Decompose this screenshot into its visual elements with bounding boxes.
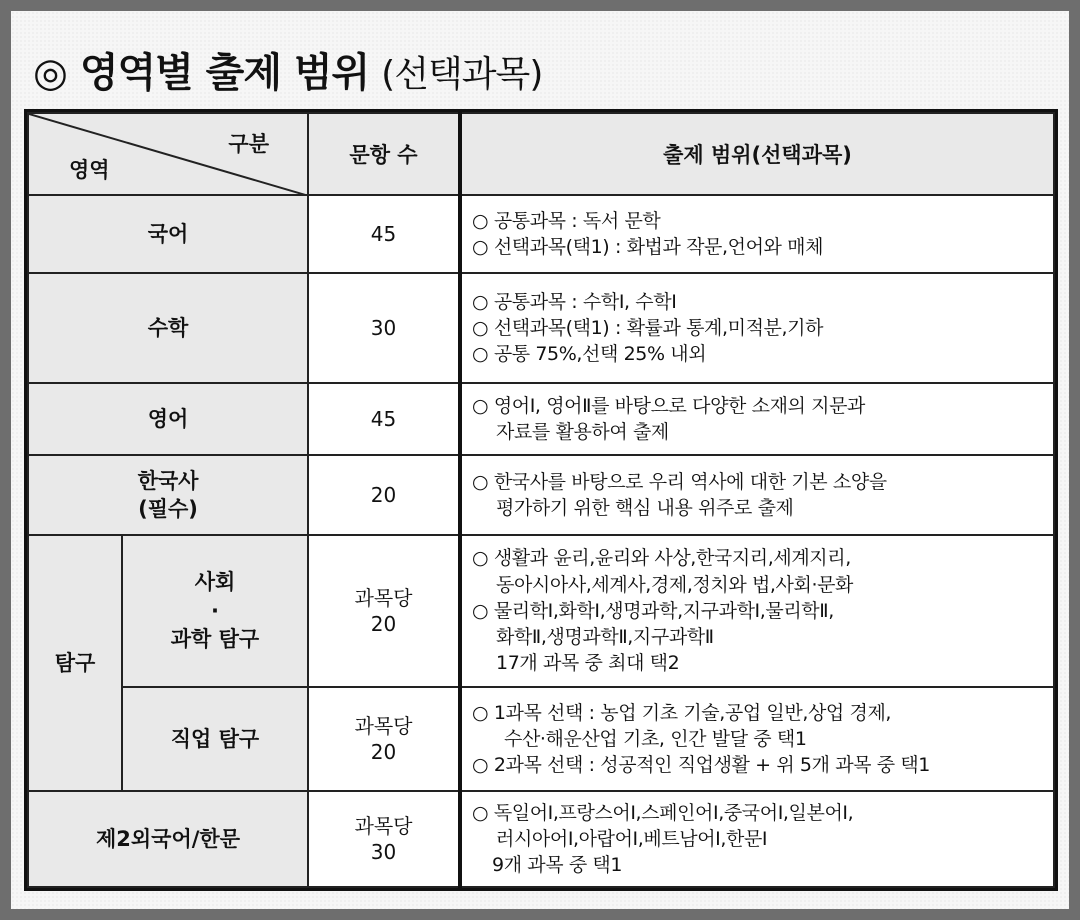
area-social-label: 사회 [194,570,236,595]
area-korean-history [28,455,308,535]
area-science-label: 과학 탐구 [170,627,260,652]
count-vocational [308,687,460,791]
header-range: 출제 범위(선택과목) [460,113,1054,195]
range-line: 동아시아사,세계사,경제,정치와 법,사회·문화 [496,573,854,596]
header-category-label: 구분 [228,132,269,156]
area-inquiry: 탐구 [28,535,122,791]
range-line: 평가하기 위한 핵심 내용 위주로 출제 [496,497,794,519]
area-english: 영어 [28,383,308,455]
range-line: 수산·해운산업 기초, 인간 발달 중 택1 [504,727,807,750]
exam-range-table [27,112,1055,888]
range-line: 러시아어Ⅰ,아랍어Ⅰ,베트남어Ⅰ,한문Ⅰ [496,827,768,850]
range-second-foreign-language [460,791,1054,887]
range-line: 자료를 활용하여 출제 [496,421,669,443]
table-row [28,535,1054,687]
range-line: ○ 공통과목 : 독서 문학 [472,209,661,232]
count-math: 30 [308,273,460,383]
range-korean-history [460,455,1054,535]
area-korean: 국어 [28,195,308,273]
page-title [33,41,542,98]
range-line: ○ 영어Ⅰ, 영어Ⅱ를 바탕으로 다양한 소재의 지문과 [472,394,865,417]
area-dot-separator: · [211,598,219,623]
area-korean-history-label: 한국사 [137,468,199,493]
table-row [28,791,1054,887]
count-social-science [308,535,460,687]
count-korean: 45 [308,195,460,273]
range-line: ○ 선택과목(택1) : 확률과 통계,미적분,기하 [472,316,824,339]
range-line: ○ 독일어Ⅰ,프랑스어Ⅰ,스페인어Ⅰ,중국어Ⅰ,일본어Ⅰ, [472,801,854,824]
table-row [28,687,1054,791]
range-math [460,273,1054,383]
area-second-foreign-language: 제2외국어/한문 [28,791,308,887]
range-line: ○ 물리학Ⅰ,화학Ⅰ,생명과학,지구과학Ⅰ,물리학Ⅱ, [472,599,834,622]
range-line: ○ 생활과 윤리,윤리와 사상,한국지리,세계지리, [472,547,851,570]
header-area-label: 영역 [69,158,110,182]
range-english [460,383,1054,455]
count-english: 45 [308,383,460,455]
area-korean-history-note: (필수) [138,497,198,521]
range-line: ○ 공통 75%,선택 25% 내외 [472,343,707,366]
table-row [28,383,1054,455]
count-korean-history: 20 [308,455,460,535]
table-row [28,273,1054,383]
range-line: ○ 공통과목 : 수학Ⅰ, 수학Ⅰ [472,290,677,313]
range-vocational [460,687,1054,791]
header-diagonal-cell [28,113,308,195]
count-per-subject-label: 과목당 [354,814,413,838]
count-second-foreign-language [308,791,460,887]
table-row [28,455,1054,535]
count-per-subject-label: 과목당 [354,714,413,738]
area-math: 수학 [28,273,308,383]
range-line: 17개 과목 중 최대 택2 [496,652,680,675]
range-line: ○ 1과목 선택 : 농업 기초 기술,공업 일반,상업 경제, [472,701,892,724]
area-vocational: 직업 탐구 [122,687,308,791]
range-line: 9개 과목 중 택1 [492,854,623,877]
table-row [28,195,1054,273]
table-header-row [28,113,1054,195]
count-value: 20 [370,740,397,764]
count-value: 20 [370,612,397,636]
range-line: 화학Ⅱ,생명과학Ⅱ,지구과학Ⅱ [496,626,714,649]
page-title-main: ◎ 영역별 출제 범위 [33,50,370,96]
count-per-subject-label: 과목당 [354,586,413,610]
range-korean [460,195,1054,273]
page-title-sub: (선택과목) [381,54,543,95]
range-line: ○ 한국사를 바탕으로 우리 역사에 대한 기본 소양을 [472,470,887,493]
header-count: 문항 수 [308,113,460,195]
area-social-science [122,535,308,687]
range-social-science [460,535,1054,687]
count-value: 30 [370,840,397,864]
range-line: ○ 선택과목(택1) : 화법과 작문,언어와 매체 [472,236,824,258]
range-line: ○ 2과목 선택 : 성공적인 직업생활 + 위 5개 과목 중 택1 [472,754,930,777]
